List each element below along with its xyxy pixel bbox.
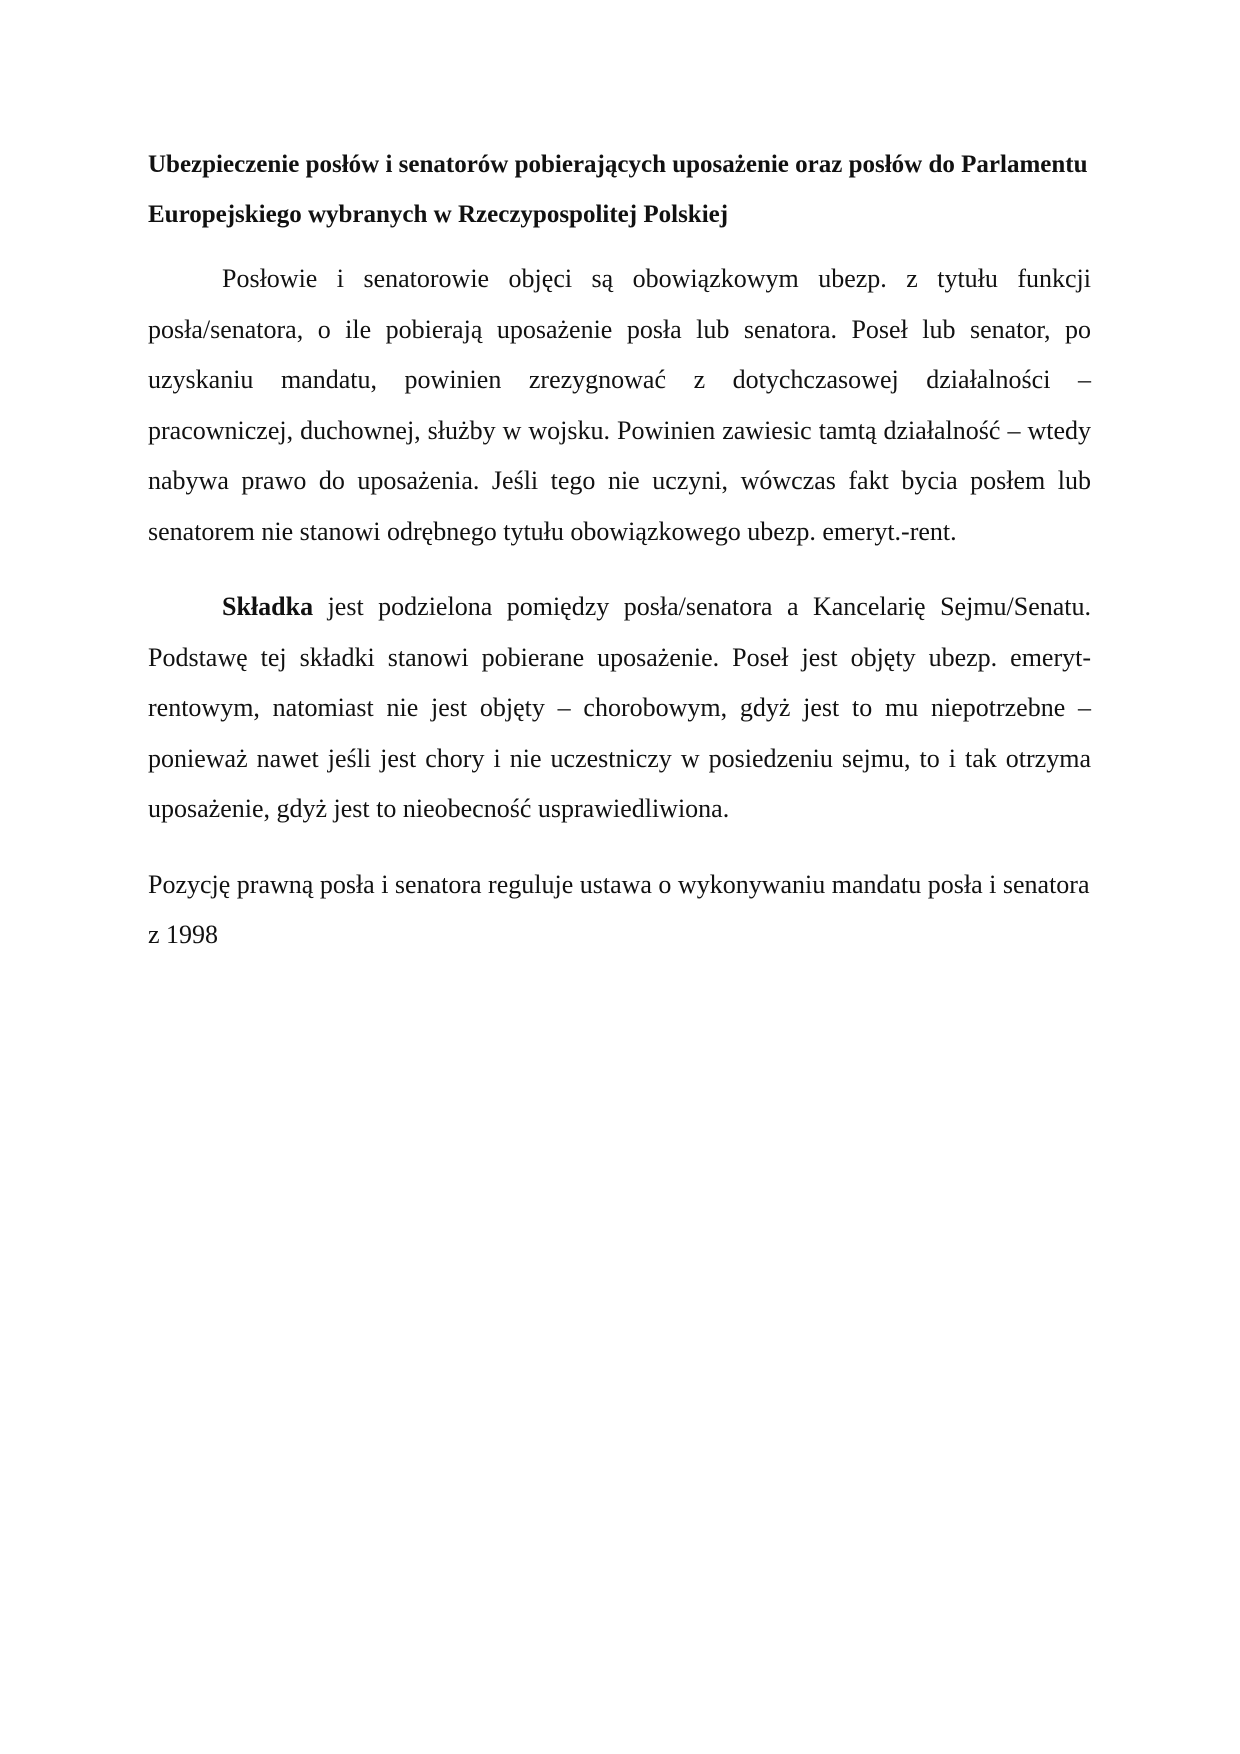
paragraph-legal-basis: Pozycję prawną posła i senatora reguluje ustawa o wykonywaniu mandatu posła i senatora z 1998: [148, 869, 1090, 949]
paragraph-mandate-insurance: Posłowie i senatorowie objęci są obowiązkowym ubezp. z tytułu funkcji posła/senatora, o ile pobierają uposażenie posła lub senatora. Poseł lub senator, po uzyskaniu mandatu, powinien zrezygnować z dotychczasowej działalności – pracowniczej, duchownej, służby w wojsku. Powinien zawiesic tamtą działalność – wtedy nabywa prawo do uposażenia. Jeśli tego nie uczyni, wówczas fakt bycia posłem lub senatorem nie stanowi odrębnego tytułu obowiązkowego ubezp. emeryt.-rent.: [148, 264, 1091, 546]
document-page: [148, 140, 1091, 961]
paragraph-contribution: [148, 582, 1091, 835]
contribution-term: Składka: [222, 592, 314, 621]
contribution-text: jest podzielona pomiędzy posła/senatora a Kancelarię Sejmu/Senatu. Podstawę tej składki stanowi pobierane uposażenie. Poseł jest objęty ubezp. emeryt-rentowym, natomiast nie jest objęty – chorobowym, gdyż jest to mu niepotrzebne – ponieważ nawet jeśli jest chory i nie uczestniczy w posiedzeniu sejmu, to i tak otrzyma uposażenie, gdyż jest to nieobecność usprawiedliwiona.: [148, 592, 1091, 823]
document-heading: Ubezpieczenie posłów i senatorów pobierających uposażenie oraz posłów do Parlamentu Europejskiego wybranych w Rzeczypospolitej Polskiej: [148, 151, 1088, 228]
